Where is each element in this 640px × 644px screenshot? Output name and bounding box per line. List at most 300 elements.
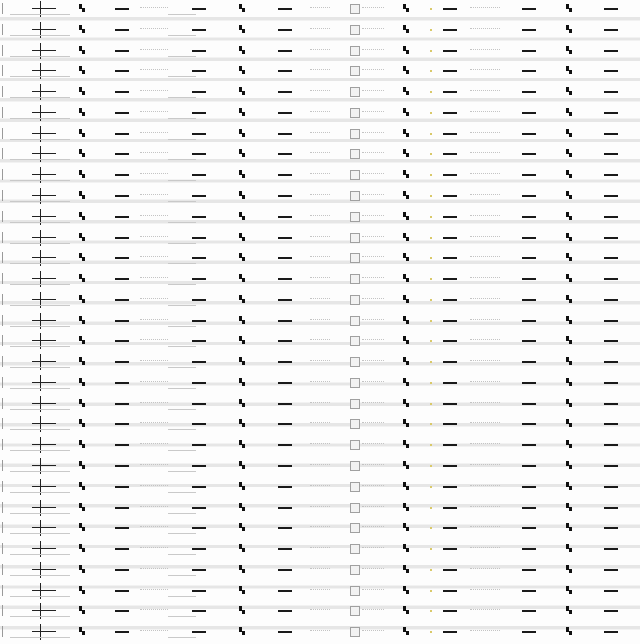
dash-mark: [192, 91, 206, 93]
faint-mark: [310, 69, 330, 73]
underline-mark: [10, 596, 70, 597]
underline-mark: [168, 263, 196, 264]
dash-mark: [278, 278, 292, 280]
glyph-icon: [78, 460, 85, 470]
dash-mark: [115, 91, 129, 93]
faint-mark: [310, 49, 330, 53]
box-icon: [350, 274, 360, 284]
glyph-icon: [78, 252, 85, 262]
dot-mark: [430, 50, 432, 52]
dash-mark: [278, 382, 292, 384]
dash-mark: [115, 70, 129, 72]
faint-mark: [362, 485, 384, 489]
glyph-icon: [402, 252, 409, 262]
glyph-icon: [402, 460, 409, 470]
edge-mark: [2, 65, 7, 76]
dash-mark: [192, 465, 206, 467]
dash-mark: [522, 465, 536, 467]
faint-mark: [470, 485, 500, 489]
faint-mark: [470, 339, 500, 343]
faint-mark: [140, 152, 168, 156]
faint-mark: [362, 609, 384, 613]
glyph-icon: [565, 24, 572, 34]
glyph-icon: [565, 107, 572, 117]
strip: [0, 291, 640, 308]
glyph-icon: [565, 398, 572, 408]
glyph-icon: [565, 190, 572, 200]
dash-mark: [192, 340, 206, 342]
underline-mark: [168, 180, 196, 181]
underline-mark: [10, 201, 70, 202]
edge-mark: [2, 128, 7, 139]
dash-mark: [278, 112, 292, 114]
dash-mark: [443, 610, 457, 612]
underline-mark: [10, 222, 70, 223]
dash-mark: [522, 112, 536, 114]
dash-mark: [278, 320, 292, 322]
faint-mark: [362, 402, 384, 406]
glyph-icon: [238, 252, 245, 262]
faint-mark: [362, 7, 384, 11]
box-icon: [350, 295, 360, 305]
edge-mark: [2, 481, 7, 492]
underline-mark: [10, 56, 70, 57]
underline-mark: [10, 450, 70, 451]
glyph-icon: [402, 273, 409, 283]
glyph-icon: [402, 543, 409, 553]
faint-mark: [470, 381, 500, 385]
dash-mark: [522, 361, 536, 363]
dash-mark: [278, 444, 292, 446]
dot-mark: [430, 631, 432, 633]
faint-mark: [470, 422, 500, 426]
dash-mark: [115, 631, 129, 633]
dash-mark: [278, 8, 292, 10]
dash-mark: [115, 174, 129, 176]
dash-mark: [278, 507, 292, 509]
glyph-icon: [402, 148, 409, 158]
strip: [0, 62, 640, 79]
glyph-icon: [78, 3, 85, 13]
underline-mark: [10, 533, 70, 534]
edge-mark: [2, 252, 7, 263]
glyph-icon: [238, 564, 245, 574]
box-icon: [350, 606, 360, 616]
dash-mark: [278, 361, 292, 363]
dash-mark: [443, 70, 457, 72]
faint-mark: [362, 28, 384, 32]
glyph-icon: [565, 543, 572, 553]
faint-mark: [310, 173, 330, 177]
dash-mark: [115, 195, 129, 197]
crosshair-horizontal: [32, 257, 56, 258]
dash-mark: [115, 527, 129, 529]
strip: [0, 83, 640, 100]
dash-mark: [443, 153, 457, 155]
dash-mark: [192, 590, 206, 592]
dash-mark: [115, 486, 129, 488]
faint-mark: [362, 464, 384, 468]
underline-mark: [10, 429, 70, 430]
underline-mark: [168, 326, 196, 327]
faint-mark: [470, 173, 500, 177]
glyph-icon: [402, 377, 409, 387]
strip: [0, 540, 640, 557]
crosshair-horizontal: [32, 153, 56, 154]
faint-mark: [362, 298, 384, 302]
faint-mark: [140, 526, 168, 530]
glyph-icon: [402, 190, 409, 200]
glyph-icon: [238, 86, 245, 96]
glyph-icon: [238, 626, 245, 636]
dash-mark: [604, 153, 618, 155]
dash-mark: [192, 216, 206, 218]
faint-mark: [362, 256, 384, 260]
dash-mark: [604, 320, 618, 322]
strip: [0, 582, 640, 599]
faint-mark: [310, 132, 330, 136]
dash-mark: [278, 465, 292, 467]
dash-mark: [278, 569, 292, 571]
glyph-icon: [402, 45, 409, 55]
dash-mark: [115, 29, 129, 31]
underline-mark: [168, 56, 196, 57]
dash-mark: [443, 527, 457, 529]
glyph-icon: [238, 148, 245, 158]
dash-mark: [278, 257, 292, 259]
underline-mark: [10, 554, 70, 555]
glyph-icon: [238, 273, 245, 283]
glyph-icon: [402, 65, 409, 75]
glyph-icon: [238, 439, 245, 449]
dash-mark: [192, 444, 206, 446]
glyph-icon: [402, 3, 409, 13]
faint-mark: [362, 90, 384, 94]
underline-mark: [10, 284, 70, 285]
glyph-icon: [238, 211, 245, 221]
strip: [0, 312, 640, 329]
dash-mark: [278, 423, 292, 425]
edge-mark: [2, 232, 7, 243]
strip: [0, 436, 640, 453]
glyph-icon: [565, 128, 572, 138]
strip: [0, 166, 640, 183]
underline-mark: [168, 575, 196, 576]
dash-mark: [192, 548, 206, 550]
crosshair-horizontal: [32, 278, 56, 279]
underline-mark: [10, 139, 70, 140]
underline-mark: [168, 139, 196, 140]
dash-mark: [604, 237, 618, 239]
dash-mark: [192, 486, 206, 488]
faint-mark: [140, 7, 168, 11]
underline-mark: [168, 222, 196, 223]
box-icon: [350, 149, 360, 159]
glyph-icon: [565, 65, 572, 75]
dash-mark: [604, 195, 618, 197]
glyph-icon: [238, 128, 245, 138]
underline-mark: [168, 97, 196, 98]
dot-mark: [430, 278, 432, 280]
glyph-icon: [78, 107, 85, 117]
underline-mark: [10, 263, 70, 264]
underline-mark: [10, 118, 70, 119]
edge-mark: [2, 564, 7, 575]
dash-mark: [604, 527, 618, 529]
underline-mark: [168, 305, 196, 306]
glyph-icon: [78, 605, 85, 615]
dash-mark: [115, 320, 129, 322]
dash-mark: [115, 340, 129, 342]
underline-mark: [168, 554, 196, 555]
dash-mark: [192, 237, 206, 239]
dot-mark: [430, 29, 432, 31]
dash-mark: [443, 444, 457, 446]
faint-mark: [310, 609, 330, 613]
glyph-icon: [78, 377, 85, 387]
strip: [0, 0, 640, 17]
faint-mark: [140, 298, 168, 302]
glyph-icon: [238, 522, 245, 532]
dash-mark: [443, 569, 457, 571]
dash-mark: [115, 257, 129, 259]
dash-mark: [115, 610, 129, 612]
faint-mark: [140, 132, 168, 136]
dash-mark: [278, 70, 292, 72]
glyph-icon: [238, 65, 245, 75]
dot-mark: [430, 507, 432, 509]
dot-mark: [430, 237, 432, 239]
dot-mark: [430, 91, 432, 93]
edge-mark: [2, 585, 7, 596]
box-icon: [350, 316, 360, 326]
edge-mark: [2, 605, 7, 616]
dash-mark: [278, 50, 292, 52]
dash-mark: [522, 444, 536, 446]
edge-mark: [2, 24, 7, 35]
underline-mark: [168, 367, 196, 368]
glyph-icon: [402, 585, 409, 595]
dash-mark: [192, 423, 206, 425]
dot-mark: [430, 423, 432, 425]
box-icon: [350, 378, 360, 388]
crosshair-horizontal: [32, 70, 56, 71]
dash-mark: [522, 382, 536, 384]
strip: [0, 104, 640, 121]
dash-mark: [443, 382, 457, 384]
dash-mark: [522, 195, 536, 197]
dash-mark: [115, 382, 129, 384]
underline-mark: [168, 201, 196, 202]
underline-mark: [10, 513, 70, 514]
glyph-icon: [565, 335, 572, 345]
dash-mark: [115, 216, 129, 218]
dash-mark: [604, 423, 618, 425]
glyph-icon: [565, 356, 572, 366]
faint-mark: [310, 194, 330, 198]
underline-mark: [10, 637, 70, 638]
dash-mark: [115, 465, 129, 467]
glyph-icon: [238, 460, 245, 470]
glyph-icon: [565, 418, 572, 428]
strip: [0, 415, 640, 432]
dash-mark: [278, 133, 292, 135]
dash-mark: [604, 548, 618, 550]
dash-mark: [115, 569, 129, 571]
dash-mark: [278, 610, 292, 612]
dash-mark: [522, 299, 536, 301]
strip: [0, 623, 640, 640]
strip: [0, 519, 640, 536]
dash-mark: [115, 403, 129, 405]
dash-mark: [443, 112, 457, 114]
strip: [0, 270, 640, 287]
glyph-icon: [78, 169, 85, 179]
box-icon: [350, 212, 360, 222]
box-icon: [350, 129, 360, 139]
dash-mark: [604, 29, 618, 31]
strip: [0, 561, 640, 578]
dash-mark: [443, 548, 457, 550]
strip: [0, 395, 640, 412]
faint-mark: [362, 319, 384, 323]
strip: [0, 332, 640, 349]
faint-mark: [140, 360, 168, 364]
glyph-icon: [565, 45, 572, 55]
dash-mark: [604, 91, 618, 93]
dash-mark: [522, 216, 536, 218]
faint-mark: [470, 526, 500, 530]
dot-mark: [430, 465, 432, 467]
dash-mark: [278, 237, 292, 239]
glyph-icon: [565, 169, 572, 179]
underline-mark: [10, 180, 70, 181]
strip: [0, 602, 640, 619]
edge-mark: [2, 273, 7, 284]
dash-mark: [192, 112, 206, 114]
dash-mark: [192, 278, 206, 280]
dash-mark: [115, 444, 129, 446]
strip: [0, 145, 640, 162]
edge-mark: [2, 211, 7, 222]
crosshair-horizontal: [32, 195, 56, 196]
edge-mark: [2, 502, 7, 513]
dash-mark: [192, 174, 206, 176]
dash-mark: [604, 257, 618, 259]
glyph-icon: [238, 356, 245, 366]
strip: [0, 457, 640, 474]
dot-mark: [430, 70, 432, 72]
dash-mark: [522, 70, 536, 72]
faint-mark: [470, 152, 500, 156]
faint-mark: [470, 464, 500, 468]
box-icon: [350, 233, 360, 243]
dash-mark: [443, 257, 457, 259]
underline-mark: [10, 346, 70, 347]
faint-mark: [310, 256, 330, 260]
faint-mark: [470, 298, 500, 302]
box-icon: [350, 440, 360, 450]
glyph-icon: [238, 232, 245, 242]
faint-mark: [310, 319, 330, 323]
faint-mark: [470, 568, 500, 572]
box-icon: [350, 191, 360, 201]
faint-mark: [362, 339, 384, 343]
glyph-icon: [78, 398, 85, 408]
dash-mark: [192, 133, 206, 135]
box-icon: [350, 108, 360, 118]
glyph-icon: [78, 502, 85, 512]
faint-mark: [140, 111, 168, 115]
dash-mark: [522, 423, 536, 425]
crosshair-horizontal: [32, 216, 56, 217]
crosshair-horizontal: [32, 8, 56, 9]
dash-mark: [604, 299, 618, 301]
underline-mark: [10, 367, 70, 368]
glyph-icon: [78, 273, 85, 283]
crosshair-horizontal: [32, 527, 56, 528]
faint-mark: [310, 215, 330, 219]
dash-mark: [604, 486, 618, 488]
dash-mark: [443, 361, 457, 363]
dash-mark: [192, 320, 206, 322]
glyph-icon: [402, 315, 409, 325]
dash-mark: [604, 278, 618, 280]
glyph-icon: [565, 439, 572, 449]
strip: [0, 249, 640, 266]
dash-mark: [604, 361, 618, 363]
faint-mark: [310, 589, 330, 593]
dash-mark: [443, 631, 457, 633]
faint-mark: [362, 236, 384, 240]
dot-mark: [430, 320, 432, 322]
faint-mark: [140, 28, 168, 32]
underline-mark: [168, 637, 196, 638]
glyph-icon: [238, 294, 245, 304]
edge-mark: [2, 377, 7, 388]
glyph-icon: [238, 418, 245, 428]
underline-mark: [10, 492, 70, 493]
glyph-icon: [238, 543, 245, 553]
glyph-icon: [565, 377, 572, 387]
box-icon: [350, 523, 360, 533]
edge-mark: [2, 335, 7, 346]
faint-mark: [470, 132, 500, 136]
glyph-icon: [402, 605, 409, 615]
faint-mark: [310, 547, 330, 551]
dash-mark: [443, 237, 457, 239]
faint-mark: [310, 422, 330, 426]
dash-mark: [443, 91, 457, 93]
strip: [0, 478, 640, 495]
underline-mark: [168, 159, 196, 160]
glyph-icon: [78, 24, 85, 34]
dash-mark: [522, 340, 536, 342]
faint-mark: [140, 568, 168, 572]
underline-mark: [10, 575, 70, 576]
faint-mark: [362, 69, 384, 73]
dash-mark: [522, 486, 536, 488]
dash-mark: [192, 610, 206, 612]
crosshair-horizontal: [32, 610, 56, 611]
faint-mark: [310, 526, 330, 530]
dash-mark: [522, 278, 536, 280]
crosshair-horizontal: [32, 237, 56, 238]
dash-mark: [192, 382, 206, 384]
dash-mark: [115, 153, 129, 155]
faint-mark: [470, 609, 500, 613]
faint-mark: [362, 443, 384, 447]
